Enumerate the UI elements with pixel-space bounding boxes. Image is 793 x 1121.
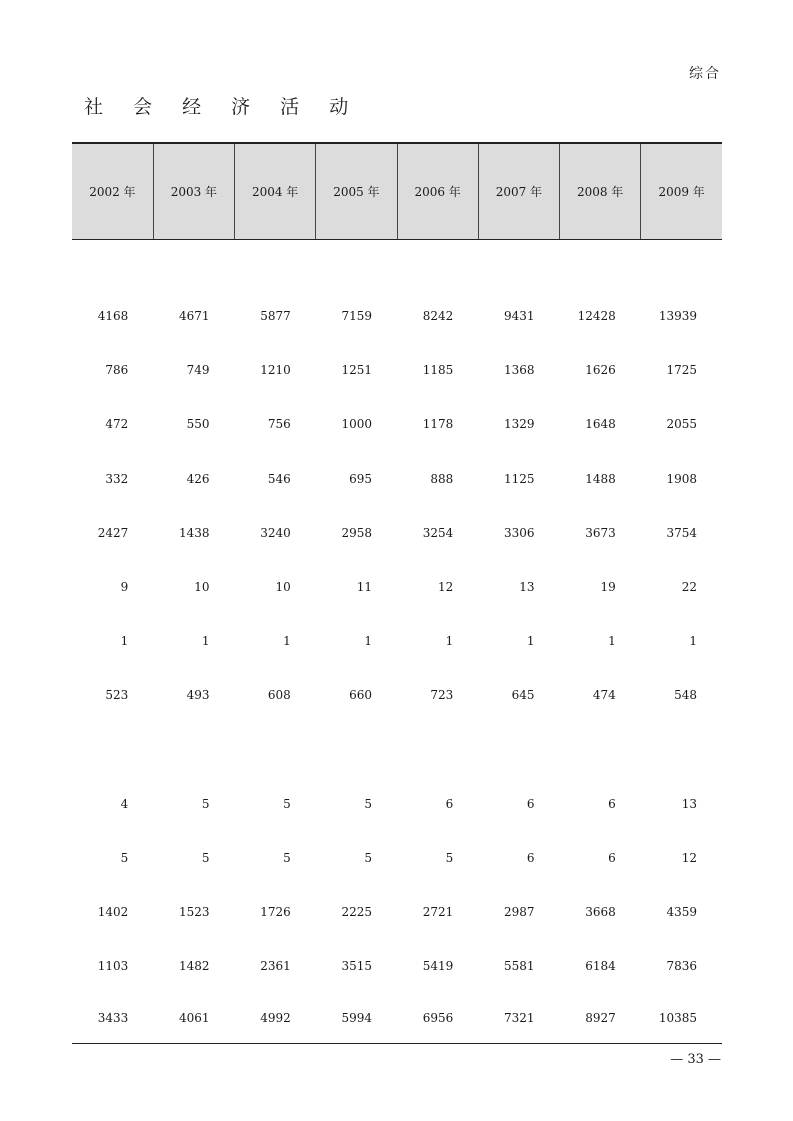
table-cell: 5994 — [316, 993, 397, 1044]
table-body — [72, 240, 722, 1044]
table-cell: 5877 — [260, 309, 291, 324]
table-cell: 9 — [120, 580, 129, 595]
table-cell: 2427 — [97, 525, 129, 540]
table-cell: 13 — [519, 580, 535, 595]
table-cell: 548 — [674, 688, 697, 703]
table-cell: 2958 — [341, 525, 372, 540]
table-row — [72, 668, 722, 722]
table-cell: 19 — [600, 580, 616, 595]
table-cell: 550 — [186, 417, 210, 432]
column-header-2003: 2003 年 — [153, 143, 234, 240]
table-cell: 4 — [120, 796, 129, 811]
table-cell: 749 — [186, 363, 210, 378]
table-cell: 1523 — [178, 904, 210, 919]
table-cell: 5 — [283, 796, 291, 811]
table-cell: 332 — [105, 471, 129, 486]
table-cell: 6 — [608, 850, 616, 865]
table-row — [72, 452, 722, 506]
table-row — [72, 939, 722, 993]
table-cell: 5 — [120, 850, 129, 865]
table-cell: 3673 — [585, 525, 616, 540]
table-cell: 1488 — [585, 471, 616, 486]
column-header-2004: 2004 年 — [235, 143, 316, 240]
table-cell: 1103 — [97, 959, 129, 974]
table-row — [72, 614, 722, 668]
table-cell: 493 — [186, 688, 210, 703]
table-cell: 10 — [194, 580, 210, 595]
table-cell: 5 — [364, 850, 372, 865]
table-cell: 1000 — [341, 417, 372, 432]
table-cell: 12428 — [577, 309, 616, 324]
table-cell: 3433 — [72, 993, 153, 1044]
table-cell: 426 — [186, 471, 210, 486]
table-cell: 6 — [526, 850, 535, 865]
table-cell: 1402 — [97, 904, 129, 919]
table-cell: 2361 — [260, 959, 291, 974]
table-cell: 10 — [275, 580, 291, 595]
table-cell: 3754 — [666, 525, 697, 540]
table-cell: 7321 — [478, 993, 559, 1044]
table-cell: 9431 — [503, 309, 535, 324]
column-header-2006: 2006 年 — [397, 143, 478, 240]
page-number: — 33 — — [670, 1052, 721, 1067]
table-cell: 546 — [267, 471, 291, 486]
table-cell: 1 — [201, 634, 210, 649]
table-cell: 1 — [689, 634, 697, 649]
table-cell: 12 — [437, 580, 454, 595]
table-gap-row — [72, 723, 722, 777]
table-cell: 22 — [681, 580, 697, 595]
table-row — [72, 343, 722, 397]
table-cell: 1 — [608, 634, 616, 649]
table-cell: 12 — [681, 850, 697, 865]
table-cell: 1 — [283, 634, 291, 649]
table-row — [72, 506, 722, 560]
table-cell: 1 — [364, 634, 372, 649]
table-cell: 608 — [267, 688, 291, 703]
table-cell: 4168 — [97, 309, 129, 324]
table-cell: 1908 — [666, 471, 697, 486]
table-cell: 7836 — [666, 959, 697, 974]
table-cell: 1438 — [178, 525, 210, 540]
table-cell: 3240 — [260, 525, 291, 540]
column-header-2002: 2002 年 — [72, 143, 153, 240]
table-cell: 3515 — [341, 959, 372, 974]
table-cell: 2225 — [341, 904, 372, 919]
table-cell: 6184 — [585, 959, 616, 974]
table-cell: 1125 — [503, 471, 535, 486]
table-cell: 660 — [349, 688, 372, 703]
table-cell: 723 — [430, 688, 454, 703]
table-cell: 3254 — [422, 525, 454, 540]
table-cell: 5 — [283, 850, 291, 865]
table-cell: 6 — [526, 796, 535, 811]
table-cell: 8927 — [560, 993, 641, 1044]
table-cell: 13 — [681, 796, 697, 811]
column-header-2005: 2005 年 — [316, 143, 397, 240]
table-cell: 1 — [120, 634, 129, 649]
table-cell: 888 — [430, 471, 454, 486]
table-cell: 1482 — [178, 959, 210, 974]
table-cell: 2055 — [666, 417, 697, 432]
table-cell: 2987 — [503, 904, 535, 919]
table-cell: 11 — [356, 580, 372, 595]
table-cell: 5 — [201, 850, 210, 865]
table-cell: 5581 — [503, 959, 535, 974]
table-cell: 5 — [445, 850, 454, 865]
statistics-table — [72, 142, 722, 1044]
table-cell: 6 — [608, 796, 616, 811]
table-row — [72, 560, 722, 614]
table-row — [72, 831, 722, 885]
table-cell: 4671 — [178, 309, 210, 324]
column-header-2007: 2007 年 — [478, 143, 559, 240]
table-spacer-row — [72, 240, 722, 290]
table-cell: 1368 — [503, 363, 535, 378]
column-header-2008: 2008 年 — [560, 143, 641, 240]
table-cell: 6956 — [397, 993, 478, 1044]
table-header-row — [72, 143, 722, 240]
table-cell: 10385 — [641, 993, 722, 1044]
table-row — [72, 397, 722, 451]
table-cell: 1648 — [585, 417, 616, 432]
table-cell: 1726 — [260, 904, 291, 919]
table-cell: 756 — [267, 417, 291, 432]
table-cell: 523 — [105, 688, 129, 703]
table-cell: 1 — [526, 634, 535, 649]
table-row — [72, 993, 722, 1044]
table-cell: 1178 — [422, 417, 454, 432]
table-cell: 5419 — [422, 959, 454, 974]
table-cell: 1626 — [585, 363, 616, 378]
page-title: 社 会 经 济 活 动 — [84, 96, 361, 118]
table-cell: 6 — [445, 796, 454, 811]
table-cell: 474 — [592, 688, 616, 703]
table-cell: 1329 — [503, 417, 535, 432]
table-cell: 786 — [105, 363, 129, 378]
table-cell: 13939 — [658, 309, 697, 324]
table-cell: 5 — [201, 796, 210, 811]
table-cell: 5 — [364, 796, 372, 811]
table-cell: 645 — [511, 688, 535, 703]
table-cell: 4359 — [666, 904, 697, 919]
section-tag: 综合 — [689, 66, 721, 82]
table-cell: 3668 — [585, 904, 616, 919]
column-header-2009: 2009 年 — [641, 143, 722, 240]
table-cell: 3306 — [503, 525, 535, 540]
table-cell: 1185 — [422, 363, 454, 378]
table-cell: 7159 — [341, 309, 372, 324]
table-cell: 2721 — [422, 904, 454, 919]
table-cell: 4992 — [235, 993, 316, 1044]
table-row — [72, 885, 722, 939]
table-cell: 1 — [445, 634, 454, 649]
table-cell: 1725 — [666, 363, 697, 378]
table-row — [72, 777, 722, 831]
table-cell: 472 — [105, 417, 129, 432]
table-cell: 1251 — [341, 363, 372, 378]
table-cell: 1210 — [260, 363, 291, 378]
table-cell: 8242 — [422, 309, 454, 324]
table-row — [72, 289, 722, 343]
table-cell: 4061 — [153, 993, 234, 1044]
table-cell: 695 — [349, 471, 372, 486]
